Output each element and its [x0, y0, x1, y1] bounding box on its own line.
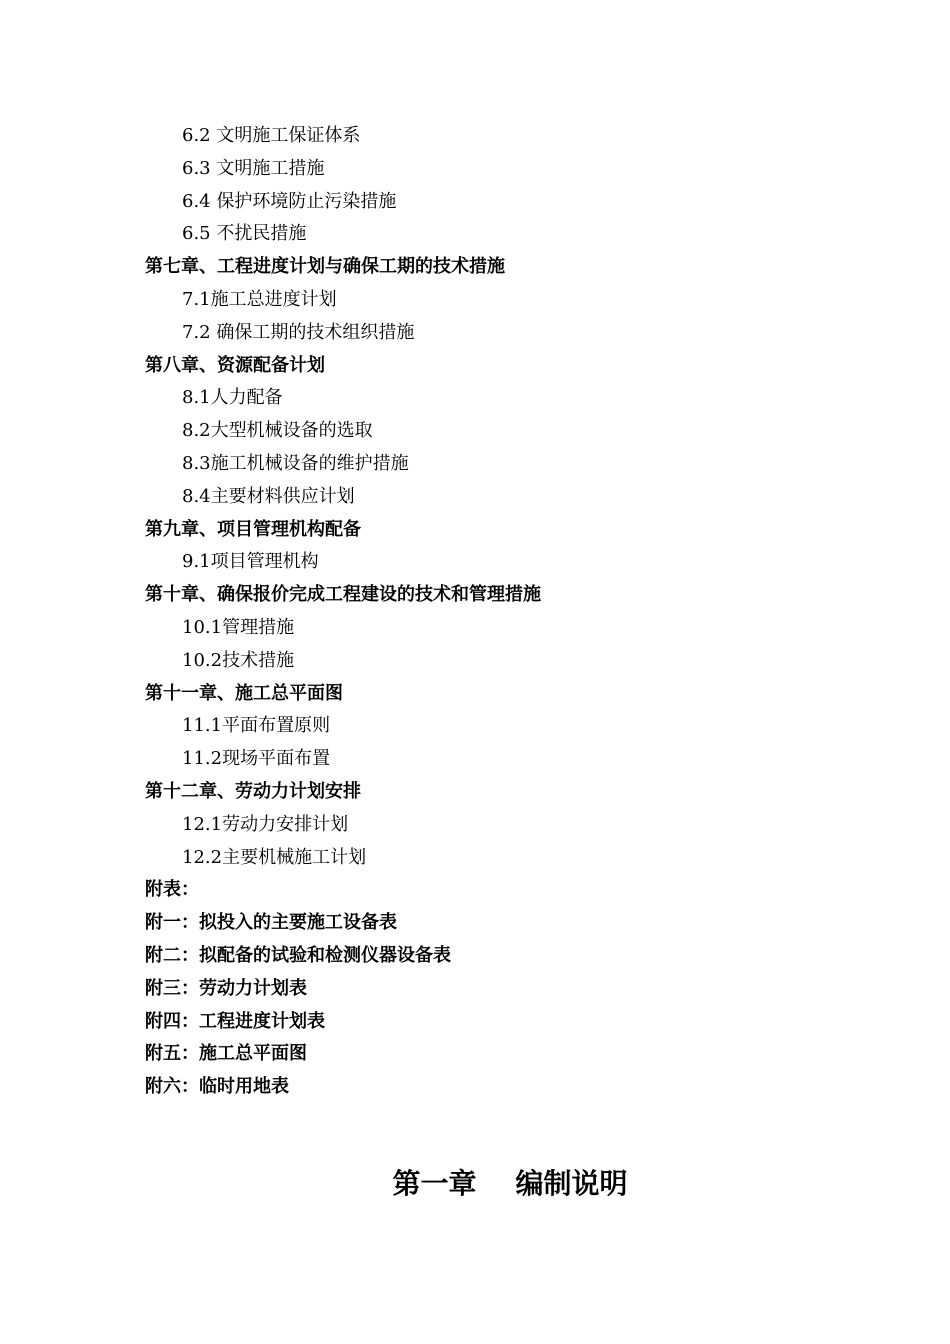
table-of-contents [0, 120, 950, 1104]
toc-entry: 7.1施工总进度计划 [182, 288, 337, 310]
toc-entry: 8.2大型机械设备的选取 [182, 420, 373, 442]
toc-appendix-entry: 附五：施工总平面图 [145, 1043, 307, 1065]
toc-entry: 6.2 文明施工保证体系 [182, 125, 361, 146]
toc-entry: 12.1劳动力安排计划 [182, 813, 349, 835]
toc-appendix-entry: 附六：临时用地表 [145, 1076, 289, 1098]
toc-entry: 12.2主要机械施工计划 [182, 846, 367, 868]
toc-appendix-entry: 附四：工程进度计划表 [145, 1010, 325, 1032]
toc-chapter-entry: 第十一章、施工总平面图 [145, 682, 343, 704]
toc-entry: 11.2现场平面布置 [182, 748, 331, 770]
toc-entry: 9.1项目管理机构 [182, 551, 319, 573]
toc-appendix-entry: 附一：拟投入的主要施工设备表 [145, 912, 397, 934]
toc-appendix-heading: 附表： [145, 879, 199, 901]
toc-chapter-entry: 第十章、确保报价完成工程建设的技术和管理措施 [145, 584, 541, 606]
toc-entry: 11.1平面布置原则 [182, 715, 331, 737]
toc-entry: 6.4 保护环境防止污染措施 [182, 190, 397, 212]
toc-chapter-entry: 第八章、资源配备计划 [145, 354, 325, 376]
toc-entry: 7.2 确保工期的技术组织措施 [182, 321, 415, 343]
toc-chapter-entry: 第十二章、劳动力计划安排 [145, 780, 361, 802]
toc-entry: 10.2技术措施 [182, 649, 295, 671]
toc-appendix-entry: 附三：劳动力计划表 [145, 977, 307, 999]
toc-entry: 6.3 文明施工措施 [182, 157, 325, 179]
toc-entry: 10.1管理措施 [182, 616, 295, 638]
chapter-heading: 第一章 编制说明 [392, 1167, 628, 1200]
toc-chapter-entry: 第九章、项目管理机构配备 [145, 518, 361, 540]
toc-chapter-entry: 第七章、工程进度计划与确保工期的技术措施 [145, 256, 505, 278]
toc-entry: 8.1人力配备 [182, 387, 283, 409]
toc-entry: 6.5 不扰民措施 [182, 223, 307, 245]
toc-entry: 8.4主要材料供应计划 [182, 485, 355, 507]
toc-appendix-entry: 附二：拟配备的试验和检测仪器设备表 [145, 944, 451, 966]
toc-entry: 8.3施工机械设备的维护措施 [182, 452, 409, 474]
